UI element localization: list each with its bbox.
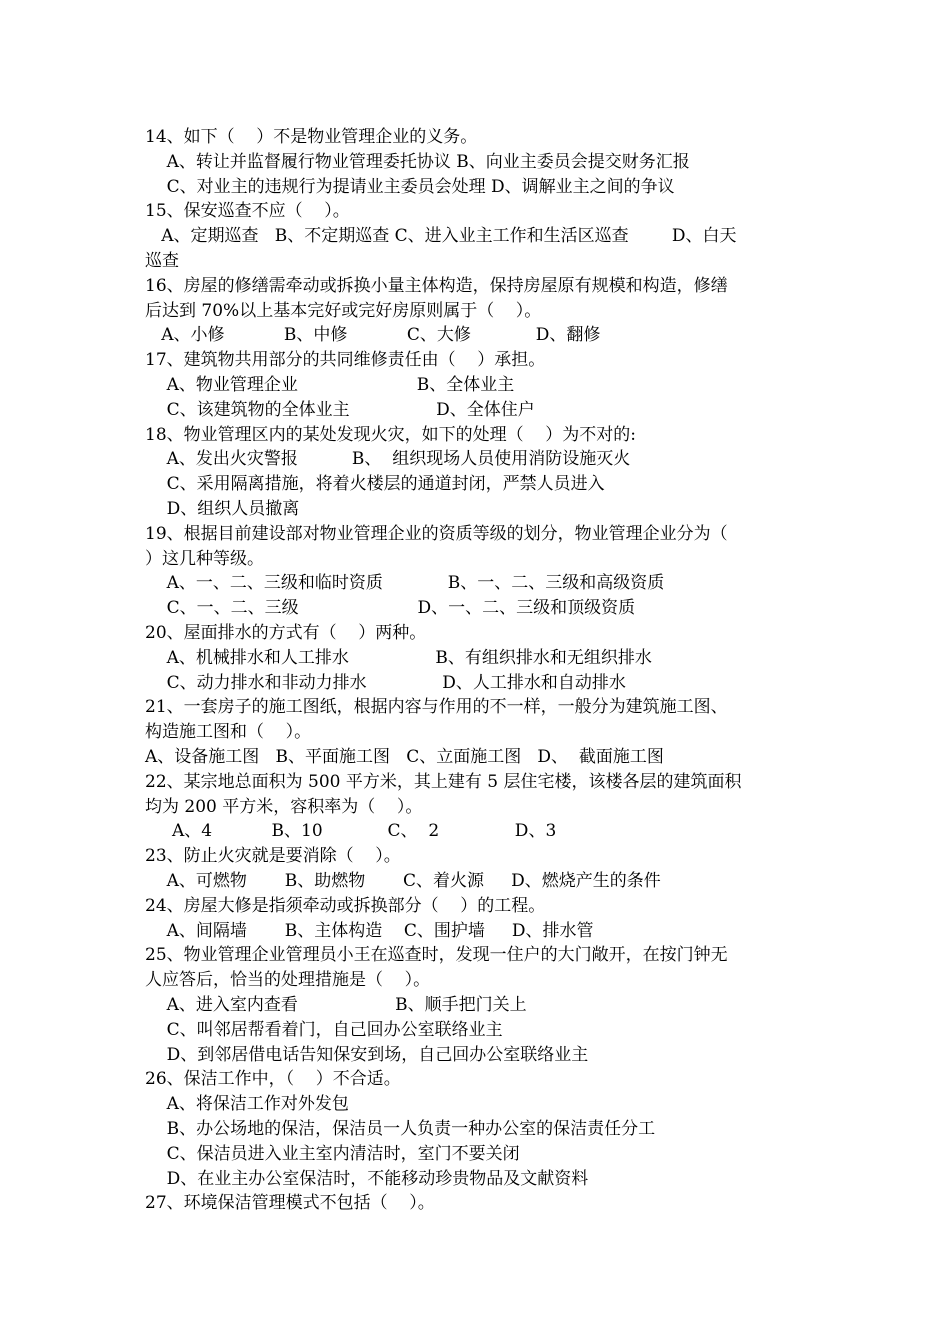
line-text: 25、物业管理企业管理员小王在巡查时，发现一住户的大门敞开，在按门钟无 xyxy=(145,945,728,965)
line-text: 23、防止火灾就是要消除（ ）。 xyxy=(145,846,401,866)
line-text: 17、建筑物共用部分的共同维修责任由（ ）承担。 xyxy=(145,350,546,370)
line-text: 20、屋面排水的方式有（ ）两种。 xyxy=(145,623,427,643)
line-text: 人应答后，恰当的处理措施是（ ）。 xyxy=(145,970,431,990)
line-text: A、一、二、三级和临时资质 B、一、二、三级和高级资质 xyxy=(145,573,665,593)
line-text: ）这几种等级。 xyxy=(145,549,264,569)
line-text: 14、如下（ ）不是物业管理企业的义务。 xyxy=(145,127,478,147)
line-text: A、机械排水和人工排水 B、有组织排水和无组织排水 xyxy=(145,648,652,668)
line-text: A、发出火灾警报 B、 组织现场人员使用消防设施灭火 xyxy=(145,449,631,469)
line-text: D、组织人员撤离 xyxy=(145,499,300,519)
line-text: A、进入室内查看 B、顺手把门关上 xyxy=(145,995,527,1015)
line-text: 24、房屋大修是指须牵动或拆换部分（ ）的工程。 xyxy=(145,896,546,916)
line-text: 27、环境保洁管理模式不包括（ ）。 xyxy=(145,1193,435,1213)
line-text: 构造施工图和（ ）。 xyxy=(145,722,312,742)
line-text: 均为 200 平方米，容积率为（ ）。 xyxy=(145,797,423,817)
line-text: 巡查 xyxy=(145,251,179,271)
line-text: 15、保安巡查不应（ ）。 xyxy=(145,201,350,221)
line-text: C、叫邻居帮看着门，自己回办公室联络业主 xyxy=(145,1020,503,1040)
line-text: 19、根据目前建设部对物业管理企业的资质等级的划分，物业管理企业分为（ xyxy=(145,524,728,544)
line-text: C、一、二、三级 D、一、二、三级和顶级资质 xyxy=(145,598,636,618)
line-text: D、到邻居借电话告知保安到场，自己回办公室联络业主 xyxy=(145,1045,589,1065)
line-text: C、采用隔离措施，将着火楼层的通道封闭，严禁人员进入 xyxy=(145,474,605,494)
line-text: A、将保洁工作对外发包 xyxy=(145,1094,349,1114)
line-text: A、可燃物 B、助燃物 C、着火源 D、燃烧产生的条件 xyxy=(145,871,661,891)
line-text: A、定期巡查 B、不定期巡查 C、进入业主工作和生活区巡查 D、白天 xyxy=(145,226,737,246)
line-text: 后达到 70%以上基本完好或完好房原则属于（ ）。 xyxy=(145,301,542,321)
line-text: B、办公场地的保洁，保洁员一人负责一种办公室的保洁责任分工 xyxy=(145,1119,656,1139)
line-text: C、保洁员进入业主室内清洁时，室门不要关闭 xyxy=(145,1144,520,1164)
line-text: 22、某宗地总面积为 500 平方米，其上建有 5 层住宅楼，该楼各层的建筑面积 xyxy=(145,772,742,792)
line-text: D、在业主办公室保洁时，不能移动珍贵物品及文献资料 xyxy=(145,1169,589,1189)
line-text: C、该建筑物的全体业主 D、全体住户 xyxy=(145,400,535,420)
line-text: A、间隔墙 B、主体构造 C、围护墙 D、排水管 xyxy=(145,921,594,941)
line-text: A、物业管理企业 B、全体业主 xyxy=(145,375,515,395)
line-text: A、4 B、10 C、 2 D、3 xyxy=(145,821,557,841)
line-text: 26、保洁工作中，（ ）不合适。 xyxy=(145,1069,401,1089)
line-text: A、转让并监督履行物业管理委托协议 B、向业主委员会提交财务汇报 xyxy=(145,152,690,172)
line-text: A、设备施工图 B、平面施工图 C、立面施工图 D、 截面施工图 xyxy=(145,747,664,767)
line-text: C、动力排水和非动力排水 D、人工排水和自动排水 xyxy=(145,673,626,693)
line-text: A、小修 B、中修 C、大修 D、翻修 xyxy=(145,325,601,345)
line-text: 18、物业管理区内的某处发现火灾，如下的处理（ ）为不对的: xyxy=(145,425,636,445)
line-text: 16、房屋的修缮需牵动或拆换小量主体构造，保持房屋原有规模和构造，修缮 xyxy=(145,276,728,296)
line-text: C、对业主的违规行为提请业主委员会处理 D、调解业主之间的争议 xyxy=(145,177,675,197)
line-text: 21、一套房子的施工图纸，根据内容与作用的不一样，一般分为建筑施工图、 xyxy=(145,697,728,717)
